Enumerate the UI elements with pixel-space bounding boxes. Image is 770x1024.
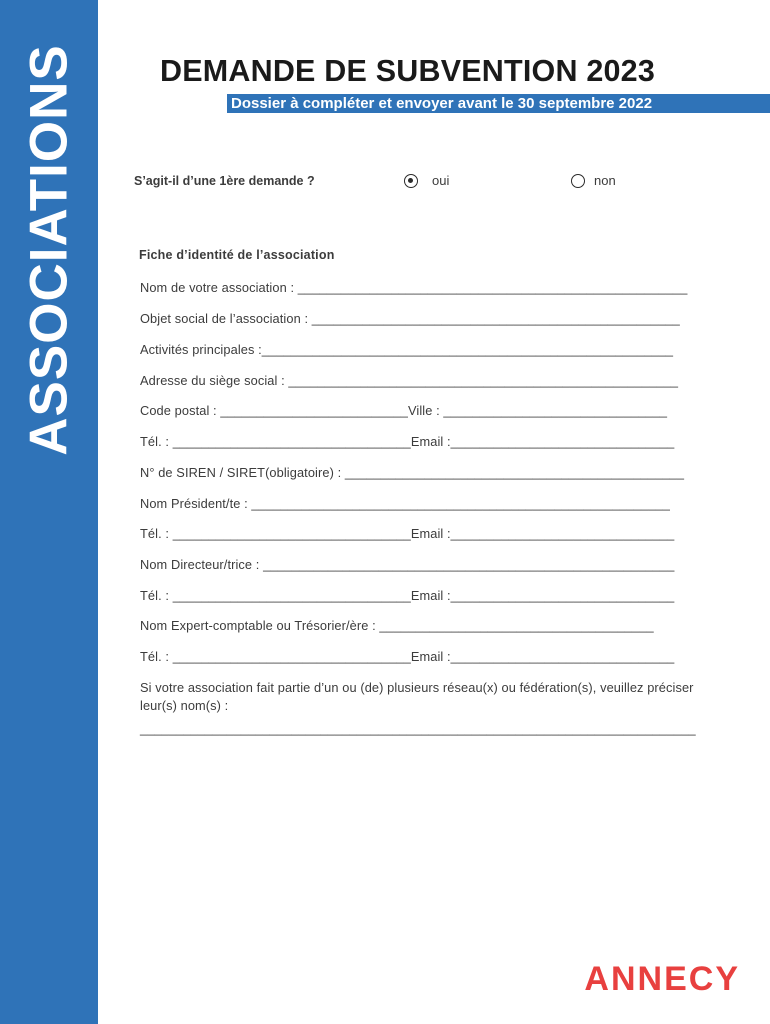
field-nom-tresorier[interactable]: Nom Expert-comptable ou Trésorier/ère : ______________________________________ <box>140 618 654 633</box>
deadline-text: Dossier à compléter et envoyer avant le 30 septembre 2022 <box>231 95 653 112</box>
field-adresse[interactable]: Adresse du siège social : ______________________________________________________ <box>140 373 679 388</box>
field-nom-directeur[interactable]: Nom Directeur/trice : _________________________________________________________ <box>140 557 675 572</box>
radio-oui[interactable] <box>404 173 449 188</box>
network-question: Si votre association fait partie d’un ou (de) plusieurs réseau(x) ou fédération(s), veuillez préciser leur(s) nom(s) : <box>140 680 694 713</box>
field-nom-president[interactable]: Nom Président/te : __________________________________________________________ <box>140 496 671 511</box>
field-tel-email-association[interactable]: Tél. : _________________________________Email :_______________________________ <box>140 434 675 449</box>
radio-checked-icon[interactable] <box>404 174 418 188</box>
annecy-logo: ANNECY <box>584 960 740 998</box>
field-network-names[interactable]: _____________________________________________________________________________ <box>140 721 696 736</box>
first-request-question: S’agit-il d’une 1ère demande ? <box>134 174 315 188</box>
field-activites[interactable]: Activités principales :_________________________________________________________ <box>140 342 674 357</box>
radio-non[interactable] <box>571 173 616 188</box>
deadline-banner <box>227 94 770 113</box>
field-tel-email-tresorier[interactable]: Tél. : _________________________________Email :_______________________________ <box>140 649 675 664</box>
page-title: DEMANDE DE SUBVENTION 2023 <box>160 54 656 88</box>
radio-non-label: non <box>594 173 616 188</box>
radio-unchecked-icon[interactable] <box>571 174 585 188</box>
side-band <box>0 0 98 1024</box>
side-label: ASSOCIATIONS <box>19 44 79 456</box>
field-siren-siret[interactable]: N° de SIREN / SIRET(obligatoire) : _______________________________________________ <box>140 465 685 480</box>
field-nom-association[interactable]: Nom de votre association : ______________________________________________________ <box>140 280 688 295</box>
field-tel-email-directeur[interactable]: Tél. : _________________________________Email :_______________________________ <box>140 588 675 603</box>
section-heading: Fiche d’identité de l’association <box>139 248 335 262</box>
radio-oui-label: oui <box>432 173 450 188</box>
field-tel-email-president[interactable]: Tél. : _________________________________Email :_______________________________ <box>140 526 675 541</box>
field-objet-social[interactable]: Objet social de l’association : ___________________________________________________ <box>140 311 680 326</box>
field-code-postal-ville[interactable]: Code postal : __________________________Ville : _______________________________ <box>140 403 668 418</box>
